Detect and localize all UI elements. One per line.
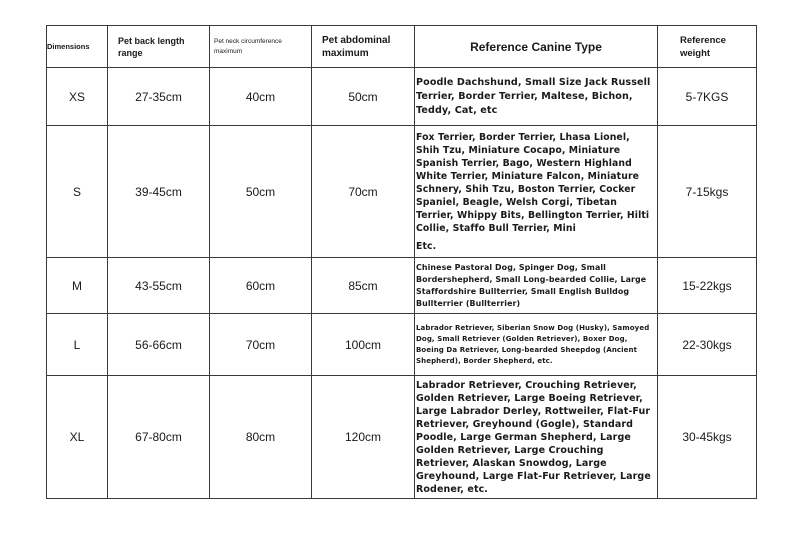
header-neck-circumference: Pet neck circumference maximum xyxy=(210,26,312,68)
breeds-cell: Poodle Dachshund, Small Size Jack Russell Terrier, Border Terrier, Maltese, Bichon, Teddy, Cat, etc xyxy=(415,68,658,126)
weight-cell: 5-7KGS xyxy=(658,68,757,126)
breeds-etc: Etc. xyxy=(416,240,437,252)
table-row xyxy=(47,68,757,126)
neck-cell: 40cm xyxy=(210,68,312,126)
size-chart-table xyxy=(46,25,757,499)
weight-cell: 30-45kgs xyxy=(658,376,757,499)
weight-cell: 22-30kgs xyxy=(658,314,757,376)
size-cell: XS xyxy=(47,68,108,126)
breeds-cell: Labrador Retriever, Siberian Snow Dog (Husky), Samoyed Dog, Small Retriever (Golden Retriever), Boxer Dog, Boeing Da Retriever, Long-bearded Sheepdog (Ancient Shepherd), Border Shepherd, etc. xyxy=(415,314,658,376)
abdominal-cell: 120cm xyxy=(312,376,415,499)
breeds-cell: Chinese Pastoral Dog, Spinger Dog, Small Bordershepherd, Small Long-bearded Collie, Large Staffordshire Bullterrier, Small English Bulldog Bullterrier (Bullterrier) xyxy=(415,258,658,314)
breeds-cell: Labrador Retriever, Crouching Retriever, Golden Retriever, Large Boeing Retriever, Large Labrador Derley, Rottweiler, Flat-Fur Retriever, Greyhound (Gogle), Standard Poodle, Large German Shepherd, Large Golden Retriever, Large Crouching Retriever, Alaskan Snowdog, Large Greyhound, Large Flat-Fur Retriever, Large Rodener, etc. xyxy=(415,376,658,499)
table-row xyxy=(47,126,757,258)
size-cell: S xyxy=(47,126,108,258)
size-cell: XL xyxy=(47,376,108,499)
back-length-cell: 56-66cm xyxy=(108,314,210,376)
neck-cell: 80cm xyxy=(210,376,312,499)
back-length-cell: 39-45cm xyxy=(108,126,210,258)
back-length-cell: 43-55cm xyxy=(108,258,210,314)
table-row xyxy=(47,314,757,376)
neck-cell: 60cm xyxy=(210,258,312,314)
header-row xyxy=(47,26,757,68)
size-cell: L xyxy=(47,314,108,376)
weight-cell: 7-15kgs xyxy=(658,126,757,258)
table-row xyxy=(47,258,757,314)
header-weight: Reference weight xyxy=(658,26,757,68)
size-cell: M xyxy=(47,258,108,314)
breeds-text: Fox Terrier, Border Terrier, Lhasa Lionel, Shih Tzu, Miniature Cocapo, Miniature Spanish Terrier, Bago, Western Highland White Terrier, Miniature Falcon, Miniature Schnery, Shih Tzu, Boston Terrier, Cocker Spaniel, Beagle, Welsh Corgi, Tibetan Terrier, Whippy Bits, Bellington Terrier, Hilti Collie, Staffo Bull Terrier, Mini xyxy=(416,131,650,234)
abdominal-cell: 85cm xyxy=(312,258,415,314)
header-dimensions: Dimensions xyxy=(47,26,108,68)
weight-cell: 15-22kgs xyxy=(658,258,757,314)
header-abdominal: Pet abdominal maximum xyxy=(312,26,415,68)
neck-cell: 70cm xyxy=(210,314,312,376)
abdominal-cell: 50cm xyxy=(312,68,415,126)
abdominal-cell: 70cm xyxy=(312,126,415,258)
abdominal-cell: 100cm xyxy=(312,314,415,376)
breeds-cell xyxy=(415,126,658,258)
header-canine-type: Reference Canine Type xyxy=(415,26,658,68)
back-length-cell: 67-80cm xyxy=(108,376,210,499)
header-back-length: Pet back length range xyxy=(108,26,210,68)
neck-cell: 50cm xyxy=(210,126,312,258)
back-length-cell: 27-35cm xyxy=(108,68,210,126)
table-row xyxy=(47,376,757,499)
